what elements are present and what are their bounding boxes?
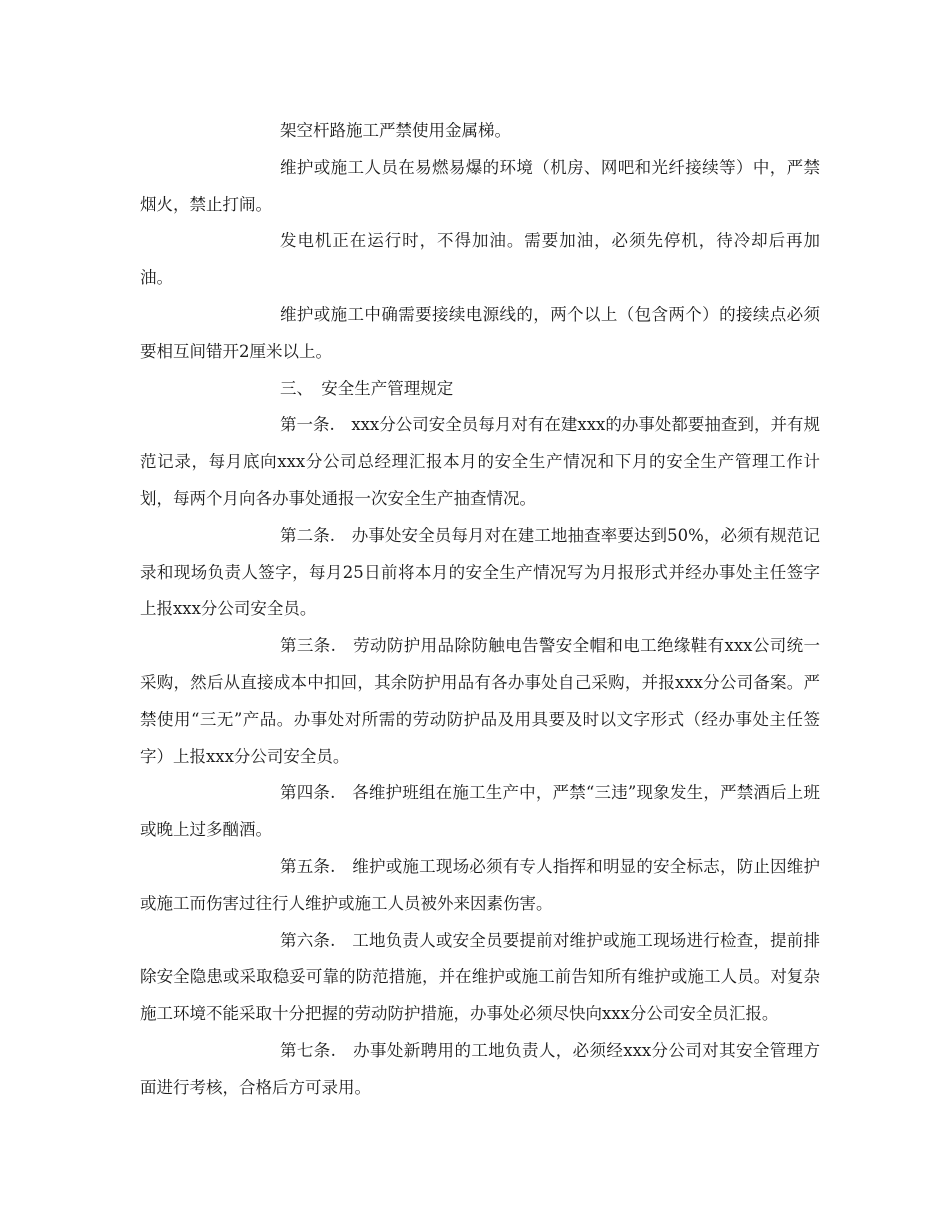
paragraph-metal-ladder: 架空杆路施工严禁使用金属梯。 (280, 121, 511, 140)
article-3: 第三条. 劳动防护用品除防触电告警安全帽和电工绝缘鞋有xxx公司统一采购，然后从直接成本中扣回，其余防护用品有各办事处自己采购，并报xxx分公司备案。严禁使用“三无”产品。办事处对所需的劳动防护品及用具要及时以文字形式（经办事处主任签字）上报xxx分公司安全员。 (140, 636, 820, 766)
article-6: 第六条. 工地负责人或安全员要提前对维护或施工现场进行检查，提前排除安全隐患或采取稳妥可靠的防范措施，并在维护或施工前告知所有维护或施工人员。对复杂施工环境不能采取十分把握的劳动防护措施，办事处必须尽快向xxx分公司安全员汇报。 (140, 930, 820, 1024)
article-4: 第四条. 各维护班组在施工生产中，严禁“三违”现象发生，严禁酒后上班或晚上过多酗酒。 (140, 783, 820, 840)
section-heading-safety-rules: 三、 安全生产管理规定 (280, 378, 454, 398)
paragraph-power-cable-splice: 维护或施工中确需要接续电源线的，两个以上（包含两个）的接续点必须要相互间错开2厘米以上。 (140, 304, 820, 361)
document-body (140, 113, 820, 1107)
paragraph-generator-refuel: 发电机正在运行时，不得加油。需要加油，必须先停机，待冷却后再加油。 (140, 231, 820, 288)
article-1: 第一条. xxx分公司安全员每月对有在建xxx的办事处都要抽查到，并有规范记录，每月底向xxx分公司总经理汇报本月的安全生产情况和下月的安全生产管理工作计划，每两个月向各办事处通报一次安全生产抽查情况。 (140, 415, 820, 508)
article-5: 第五条. 维护或施工现场必须有专人指挥和明显的安全标志，防止因维护或施工而伤害过往行人维护或施工人员被外来因素伤害。 (140, 856, 820, 913)
article-2: 第二条. 办事处安全员每月对在建工地抽查率要达到50%，必须有规范记录和现场负责人签字，每月25日前将本月的安全生产情况写为月报形式并经办事处主任签字上报xxx分公司安全员。 (140, 525, 820, 619)
paragraph-flammable-environment: 维护或施工人员在易燃易爆的环境（机房、网吧和光纤接续等）中，严禁烟火，禁止打闹。 (140, 157, 820, 214)
article-7: 第七条. 办事处新聘用的工地负责人，必须经xxx分公司对其安全管理方面进行考核，合格后方可录用。 (140, 1040, 820, 1097)
